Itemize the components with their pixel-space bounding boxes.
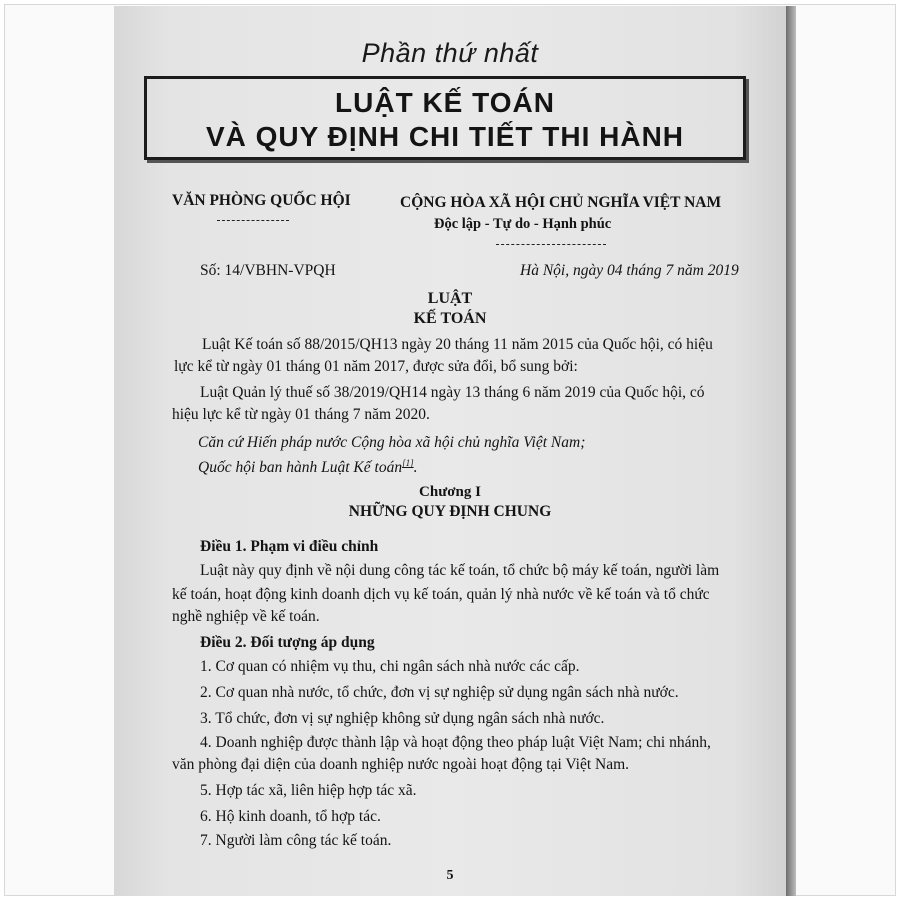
intro-paragraph-1-line-2: lực kể từ ngày 01 tháng 01 năm 2017, được sửa đổi, bổ sung bởi: [174, 358, 578, 375]
article-2-item-7: 7. Người làm công tác kế toán. [200, 832, 392, 849]
page-edge-shadow [786, 6, 796, 896]
article-1-line-3: nghề nghiệp về kế toán. [172, 608, 320, 625]
law-heading: LUẬT [427, 290, 473, 307]
issuing-office: VĂN PHÒNG QUỐC HỘI [172, 192, 351, 209]
legal-basis-2-end: . [413, 459, 418, 477]
article-2-item-6: 6. Hộ kinh doanh, tổ hợp tác. [200, 808, 381, 825]
article-1-line-1: Luật này quy định về nội dung công tác kế toán, tổ chức bộ máy kế toán, người làm [200, 562, 720, 579]
office-underline [217, 220, 289, 221]
nation-name: CỘNG HÒA XÃ HỘI CHỦ NGHĨA VIỆT NAM [400, 194, 722, 211]
law-name: KẾ TOÁN [413, 310, 487, 327]
article-2-item-2: 2. Cơ quan nhà nước, tổ chức, đơn vị sự nghiệp sử dụng ngân sách nhà nước. [200, 684, 679, 701]
article-2-item-1: 1. Cơ quan có nhiệm vụ thu, chi ngân sách nhà nước các cấp. [200, 658, 580, 675]
intro-paragraph-1-line-1: Luật Kế toán số 88/2015/QH13 ngày 20 tháng 11 năm 2015 của Quốc hội, có hiệu [202, 336, 713, 353]
intro-paragraph-2-line-1: Luật Quản lý thuế số 38/2019/QH14 ngày 13 tháng 6 năm 2019 của Quốc hội, có [200, 384, 705, 401]
article-2-item-4-continued: văn phòng đại diện của doanh nghiệp nước ngoài hoạt động tại Việt Nam. [172, 756, 630, 773]
national-motto: Độc lập - Tự do - Hạnh phúc [434, 216, 612, 232]
title-line-1: LUẬT KẾ TOÁN [335, 87, 555, 118]
legal-basis-2-text: Quốc hội ban hành Luật Kế toán [198, 459, 403, 477]
article-1-line-2: kế toán, hoạt động kinh doanh dịch vụ kế toán, quản lý nhà nước về kế toán và tổ chức [172, 586, 710, 603]
title-line-2: VÀ QUY ĐỊNH CHI TIẾT THI HÀNH [205, 121, 685, 152]
page-number: 5 [446, 868, 454, 883]
article-2-item-5: 5. Hợp tác xã, liên hiệp hợp tác xã. [200, 782, 417, 799]
legal-basis-1: Căn cứ Hiến pháp nước Cộng hòa xã hội chủ nghĩa Việt Nam; [198, 434, 586, 451]
place-date: Hà Nội, ngày 04 tháng 7 năm 2019 [520, 262, 739, 279]
chapter-title: NHỮNG QUY ĐỊNH CHUNG [348, 503, 552, 520]
article-2-item-3: 3. Tổ chức, đơn vị sự nghiệp không sử dụng ngân sách nhà nước. [200, 710, 605, 727]
intro-paragraph-2-line-2: hiệu lực kể từ ngày 01 tháng 7 năm 2020. [172, 406, 430, 423]
article-1-title: Điều 1. Phạm vi điều chỉnh [200, 538, 379, 555]
article-2-title: Điều 2. Đối tượng áp dụng [200, 634, 375, 651]
book-page [114, 6, 786, 896]
part-title: Phần thứ nhất [361, 38, 539, 68]
legal-basis-2 [198, 458, 417, 477]
title-box [144, 76, 746, 160]
chapter-number: Chương I [419, 484, 481, 500]
motto-underline [496, 244, 606, 245]
footnote-reference: [1] [402, 458, 414, 468]
document-number: Số: 14/VBHN-VPQH [200, 262, 336, 279]
article-2-item-4: 4. Doanh nghiệp được thành lập và hoạt động theo pháp luật Việt Nam; chi nhánh, [200, 734, 711, 751]
